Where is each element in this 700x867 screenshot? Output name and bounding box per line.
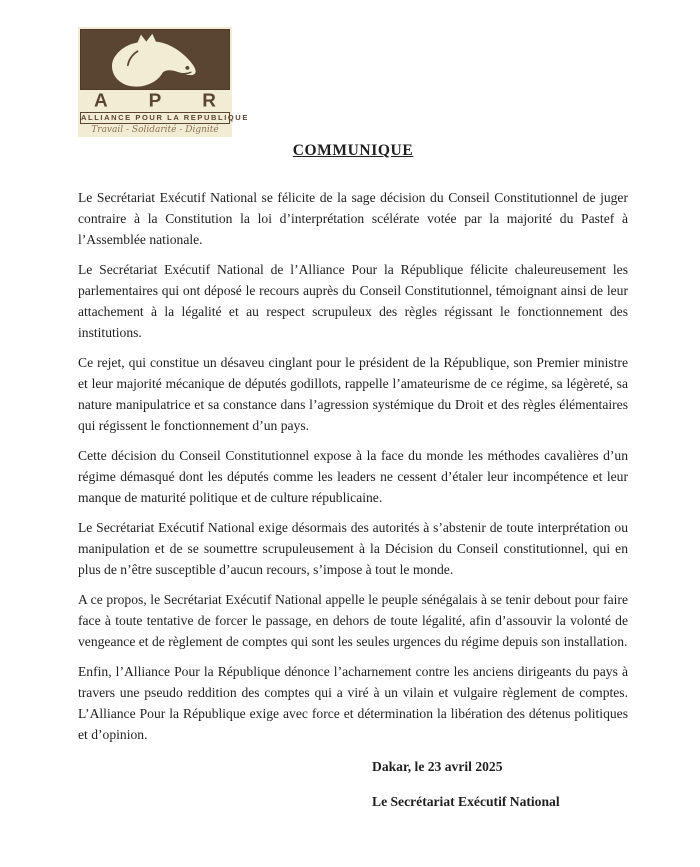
- horse-head-icon: [80, 29, 230, 90]
- body-paragraph-4: Cette décision du Conseil Constitutionnel expose à la face du monde les méthodes cavalières d’un régime démasqué dont les députés comme les leaders ne cessent d’étaler leur incompétence et leur manque de maturité politique et de culture républicaine.: [78, 448, 628, 505]
- body-paragraph-3: Ce rejet, qui constitue un désaveu cinglant pour le président de la République, son Premier ministre et leur majorité mécanique de députés godillots, rappelle l’amateurisme de ce régime, sa légèreté, sa nature manipulatrice et sa constance dans l’agression systémique du Droit et des règles élémentaires qui régissent le fonctionnement d’un pays.: [78, 355, 628, 433]
- logo-apr-letters: [80, 90, 230, 112]
- body-paragraph-5: Le Secrétariat Exécutif National exige désormais des autorités à s’abstenir de toute interprétation ou manipulation et de se soumettre scrupuleusement à la Décision du Conseil constitutionnel, qui en plus de n’être susceptible d’aucun recours, s’impose à tout le monde.: [78, 520, 628, 577]
- body-paragraph-7: Enfin, l’Alliance Pour la République dénonce l’acharnement contre les anciens dirigeants du pays à travers une pseudo reddition des comptes qui a viré à un vilain et vulgaire règlement de comptes. L’Alliance Pour la République exige avec force et détermination la libération des détenus politiques et d’opinion.: [78, 664, 628, 742]
- logo-letter-a: A: [94, 91, 108, 112]
- apr-logo: [78, 27, 249, 137]
- body-paragraph-6: A ce propos, le Secrétariat Exécutif National appelle le peuple sénégalais à se tenir debout pour faire face à toute tentative de forcer le passage, en dehors de toute légalité, afin d’assouvir la volonté de vengeance et de règlement de comptes qui sont les seules urgences du régime depuis son installation.: [78, 592, 628, 649]
- logo-letter-r: R: [202, 91, 216, 112]
- dateline: Dakar, le 23 avril 2025: [372, 759, 503, 774]
- signature: Le Secrétariat Exécutif National: [372, 794, 560, 809]
- communique-title: COMMUNIQUE: [292, 142, 414, 159]
- document-body: [78, 142, 628, 812]
- party-name-band: ALLIANCE POUR LA REPUBLIQUE: [81, 113, 249, 122]
- party-motto: Travail - Solidarité - Dignité: [91, 125, 219, 135]
- logo-letter-p: P: [148, 91, 162, 112]
- body-paragraph-1: Le Secrétariat Exécutif National se félicite de la sage décision du Conseil Constitutionnel de juger contraire à la Constitution la loi d’interprétation scélérate votée par la majorité du Pastef à l’Assemblée nationale.: [78, 190, 628, 247]
- document-footer: [372, 756, 628, 812]
- body-paragraph-2: Le Secrétariat Exécutif National de l’Alliance Pour la République félicite chaleureusement les parlementaires qui ont déposé le recours auprès du Conseil Constitutionnel, témoignant ainsi de leur attachement à la légalité et au respect scrupuleux des règles régissant le fonctionnement des institutions.: [78, 262, 628, 340]
